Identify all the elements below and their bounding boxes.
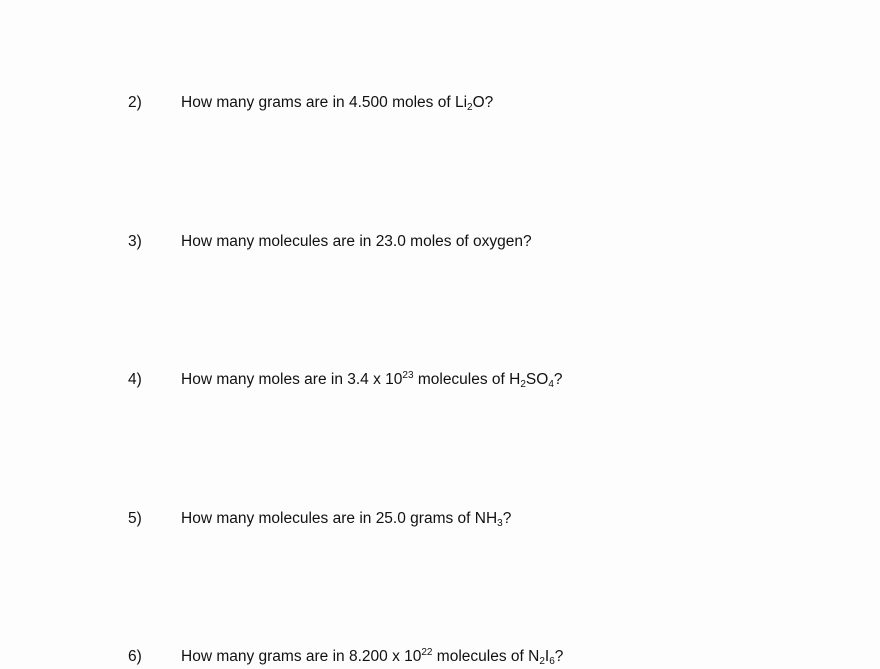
question-text: How many grams are in 8.200 x $10^{22}$ molecules of $N_2I_6$?	[181, 647, 564, 667]
question-number: 3)	[128, 233, 142, 250]
question-3	[0, 230, 880, 254]
question-text: How many grams are in 4.500 moles of $Li_2O$?	[181, 94, 494, 113]
question-5	[0, 507, 880, 531]
question-number: 5)	[128, 510, 142, 527]
question-text: How many molecules are in 23.0 moles of oxygen?	[181, 233, 532, 250]
question-text: How many molecules are in 25.0 grams of $NH_3$?	[181, 510, 512, 529]
question-number: 2)	[128, 94, 142, 111]
question-4	[0, 368, 880, 392]
question-number: 6)	[128, 648, 142, 665]
question-text: How many moles are in 3.4 x $10^{23}$ molecules of $H_2SO_4$?	[181, 370, 563, 390]
question-6	[0, 645, 880, 669]
question-2	[0, 91, 880, 115]
question-number: 4)	[128, 371, 142, 388]
